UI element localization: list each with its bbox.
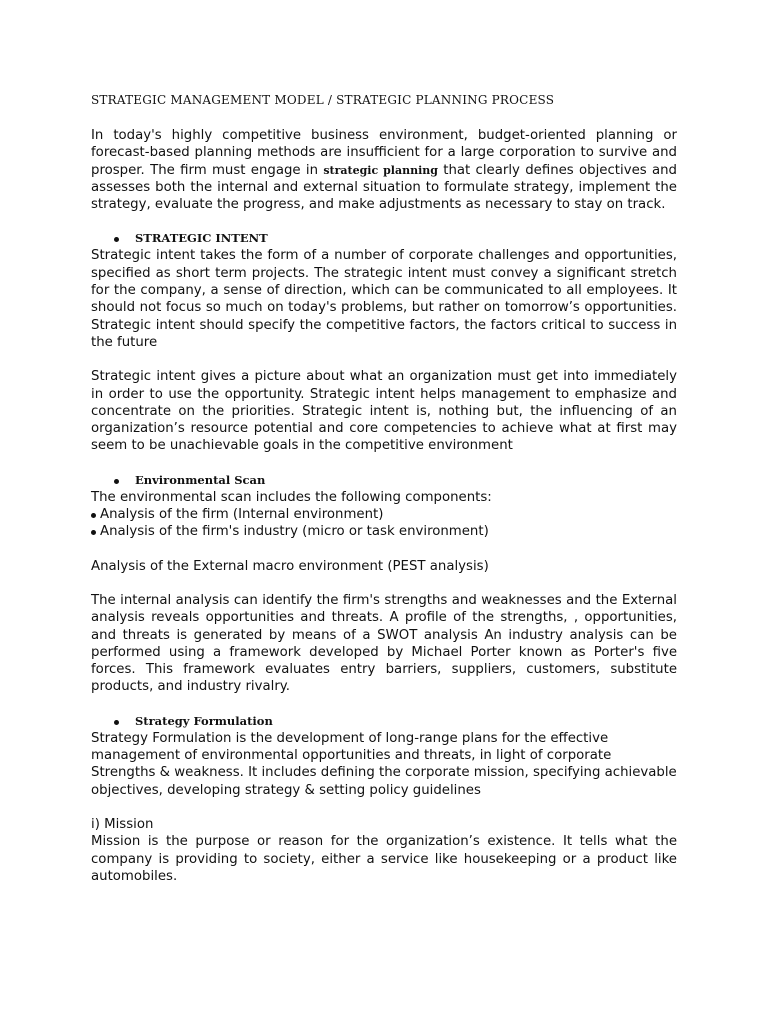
intro-bold-term: strategic planning [323,163,438,177]
intro-paragraph [91,127,677,213]
strategic-intent-heading: STRATEGIC INTENT [91,230,677,247]
external-analysis-line: Analysis of the External macro environment (PEST analysis) [91,558,489,574]
document-title: STRATEGIC MANAGEMENT MODEL / STRATEGIC PLANNING PROCESS [91,93,555,107]
environmental-scan-item: Analysis of the firm (Internal environment) [91,506,677,523]
strategy-formulation-heading: Strategy Formulation [91,713,677,730]
mission-heading: i) Mission [91,816,154,832]
environmental-scan-intro: The environmental scan includes the following components: [91,489,492,505]
strategic-intent-paragraph-1: Strategic intent takes the form of a number of corporate challenges and opportunities, specified as short term projects. The strategic intent must convey a significant stretch for the company, a sense of direction, which can be communicated to all employees. It should not focus so much on today's problems, but rather on tomorrow’s opportunities. Strategic intent should specify the competitive factors, the factors critical to success in the future [91,248,677,350]
strategic-intent-paragraph-2: Strategic intent gives a picture about what an organization must get into immediately in order to use the opportunity. Strategic intent helps management to emphasize and concentrate on the priorities. Strategic intent is, nothing but, the influencing of an organization’s resource potential and core competencies to achieve what at first may seem to be unachievable goals in the competitive environment [91,369,677,454]
document-page [91,92,677,885]
environmental-scan-paragraph: The internal analysis can identify the firm's strengths and weaknesses and the External analysis reveals opportunities and threats. A profile of the strengths, , opportunities, and threats is generated by means of a SWOT analysis An industry analysis can be performed using a framework developed by Michael Porter known as Porter's five forces. This framework evaluates entry barriers, suppliers, customers, substitute products, and industry rivalry. [91,592,677,695]
intro-text-after: that clearly defines objectives and assesses both the internal and external situation to formulate strategy, implement the strategy, evaluate the progress, and make adjustments as necessary to stay on track. [91,162,677,213]
intro-text-before: In today's highly competitive business environment, budget-oriented planning or forecast-based planning methods are insufficient for a large corporation to survive and prosper. The firm must engage in [91,128,677,178]
mission-paragraph: Mission is the purpose or reason for the organization’s existence. It tells what the company is providing to society, either a service like housekeeping or a product like automobiles. [91,834,677,884]
strategy-formulation-paragraph: Strategy Formulation is the development of long-range plans for the effective management of environmental opportunities and threats, in light of corporate Strengths & weakness. It includes defining the corporate mission, specifying achievable objectives, developing strategy & setting policy guidelines [91,730,677,798]
environmental-scan-heading: Environmental Scan [91,472,677,489]
environmental-scan-item: Analysis of the firm's industry (micro or task environment) [91,523,677,540]
